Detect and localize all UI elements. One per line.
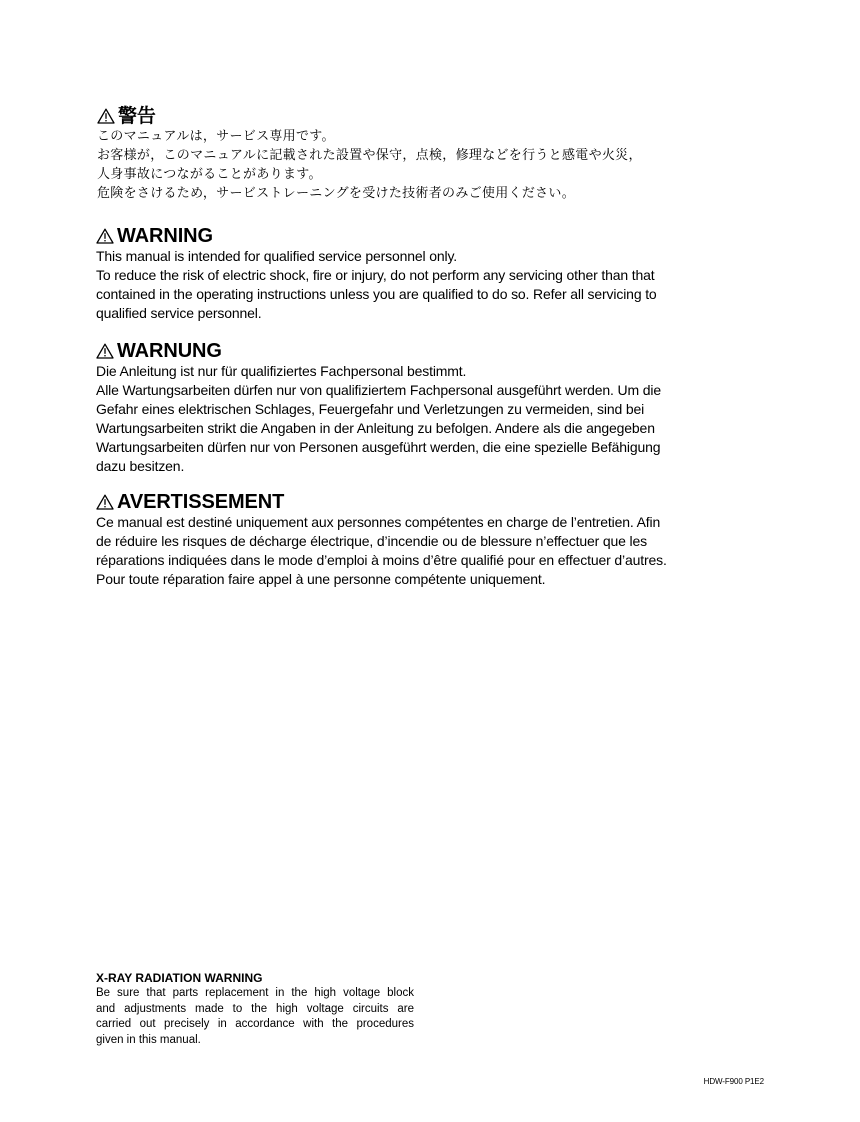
warning-section-japanese bbox=[97, 105, 697, 203]
text-line: Gefahr eines elektrischen Schlages, Feuergefahr und Verletzungen zu vermeiden, sind bei bbox=[96, 401, 645, 417]
warning-triangle-icon bbox=[96, 494, 114, 510]
section-heading bbox=[97, 105, 697, 127]
text-line: réparations indiquées dans le mode d’emploi à moins d’être qualifié pour en effectuer d’autres. bbox=[96, 552, 667, 568]
warning-triangle-icon bbox=[96, 228, 114, 244]
text-line: このマニュアルは，サービス専用です。 bbox=[97, 129, 335, 144]
text-line: contained in the operating instructions unless you are qualified to do so. Refer all servicing to bbox=[96, 286, 657, 302]
text-line: dazu besitzen. bbox=[96, 458, 185, 474]
xray-radiation-warning bbox=[96, 971, 414, 1048]
text-line: お客様が，このマニュアルに記載された設置や保守，点検，修理などを行うと感電や火災， bbox=[97, 148, 642, 163]
warning-section-german bbox=[96, 340, 696, 476]
text-line: carried out precisely in accordance with the procedures bbox=[96, 1018, 414, 1030]
text-line: de réduire les risques de décharge électrique, d’incendie ou de blessure n’effectuer que les bbox=[96, 533, 647, 549]
section-heading-text: WARNING bbox=[117, 225, 213, 247]
text-line: Wartungsarbeiten strikt die Angaben in der Anleitung zu befolgen. Andere als die angegeben bbox=[96, 420, 655, 436]
warning-triangle-icon bbox=[97, 108, 115, 124]
section-heading bbox=[96, 340, 696, 362]
text-line: 危険をさけるため，サービストレーニングを受けた技術者のみご使用ください。 bbox=[97, 186, 576, 201]
text-line: qualified service personnel. bbox=[96, 305, 262, 321]
document-code: HDW-F900 P1E2 bbox=[703, 1077, 764, 1086]
text-line: and adjustments made to the high voltage circuits are bbox=[96, 1002, 414, 1015]
text-line: Be sure that parts replacement in the high voltage block bbox=[96, 987, 414, 999]
text-line: Pour toute réparation faire appel à une personne compétente uniquement. bbox=[96, 571, 546, 587]
text-line: given in this manual. bbox=[96, 1033, 201, 1046]
text-line: Wartungsarbeiten dürfen nur von Personen ausgeführt werden, die eine spezielle Befähigung bbox=[96, 439, 661, 455]
section-heading bbox=[96, 491, 696, 513]
warning-triangle-icon bbox=[96, 343, 114, 359]
section-heading bbox=[96, 225, 696, 247]
text-line: 人身事故につながることがあります。 bbox=[97, 167, 322, 182]
text-line: Alle Wartungsarbeiten dürfen nur von qualifiziertem Fachpersonal ausgeführt werden. Um die bbox=[96, 382, 661, 398]
warning-section-french bbox=[96, 491, 696, 589]
section-heading-text: AVERTISSEMENT bbox=[117, 491, 285, 513]
xray-warning-title: X-RAY RADIATION WARNING bbox=[96, 971, 263, 985]
text-line: To reduce the risk of electric shock, fire or injury, do not perform any servicing other than that bbox=[96, 267, 655, 283]
text-line: Ce manual est destiné uniquement aux personnes compétentes en charge de l’entretien. Afin bbox=[96, 514, 661, 530]
warning-section-english bbox=[96, 225, 696, 323]
text-line: This manual is intended for qualified service personnel only. bbox=[96, 248, 458, 264]
section-heading-text: WARNUNG bbox=[117, 340, 222, 362]
text-line: Die Anleitung ist nur für qualifiziertes Fachpersonal bestimmt. bbox=[96, 363, 467, 379]
section-heading-text: 警告 bbox=[118, 105, 156, 127]
